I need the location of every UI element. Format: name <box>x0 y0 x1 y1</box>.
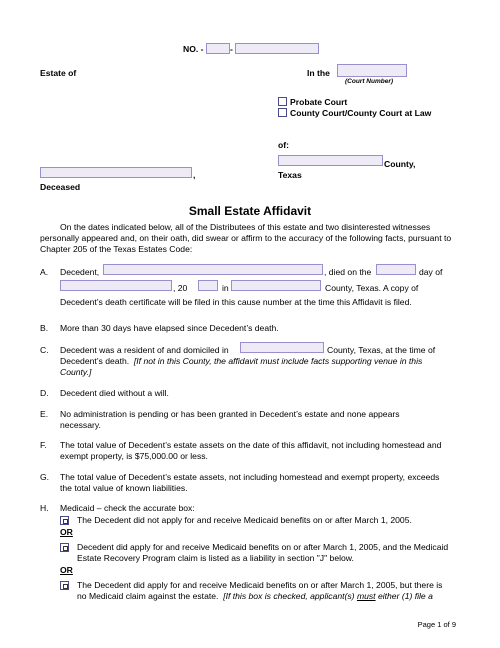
section-a-county-texas-label: County, Texas. A copy of <box>325 283 419 293</box>
cause-number-label: NO. - <box>183 44 204 54</box>
section-a-death-day-field[interactable] <box>376 264 416 275</box>
section-g-line2: the total value of known liabilities. <box>60 483 188 493</box>
medicaid-claim-checkbox[interactable] <box>60 543 69 552</box>
deceased-label: Deceased <box>40 182 81 192</box>
cause-number-separator: - <box>230 44 233 54</box>
or-divider-2: OR <box>60 565 73 575</box>
section-b-text: More than 30 days have elapsed since Decedent’s death. <box>60 323 279 333</box>
medicaid-no-claim-checkbox[interactable] <box>60 581 69 590</box>
county-name-field[interactable] <box>278 155 383 166</box>
medicaid-option-3-line2-italic-b: either (1) file a <box>375 591 433 601</box>
section-h-letter: H. <box>40 503 49 513</box>
medicaid-option-3-line1: The Decedent did apply for and receive Medicaid benefits on or after March 1, 2005, but there is <box>77 580 443 590</box>
section-d-letter: D. <box>40 388 49 398</box>
county-court-checkbox[interactable] <box>278 108 287 117</box>
section-a-day-of-label: day of <box>419 267 443 277</box>
court-number-field[interactable] <box>337 64 407 77</box>
section-f-line1: The total value of Decedent’s estate assets on the date of this affidavit, not including homestead and <box>60 440 442 450</box>
section-c-line2-italic: [If not in this County, the affidavit must include facts supporting venue in this <box>133 356 423 366</box>
document-title: Small Estate Affidavit <box>188 204 312 218</box>
probate-court-checkbox[interactable] <box>278 97 287 106</box>
section-a-in-label: in <box>222 283 229 293</box>
section-f-line2: exempt property, is $75,000.00 or less. <box>60 451 208 461</box>
section-e-line2: necessary. <box>60 420 101 430</box>
section-a-died-on-label: , died on the <box>324 267 372 277</box>
medicaid-option-1: The Decedent did not apply for and receive Medicaid benefits on or after March 1, 2005. <box>77 515 412 525</box>
section-a-decedent-name-field[interactable] <box>103 264 323 275</box>
section-c-domicile-county-field[interactable] <box>240 342 324 353</box>
section-c-letter: C. <box>40 345 49 355</box>
section-b-letter: B. <box>40 323 49 333</box>
intro-paragraph: On the dates indicated below, all of the Distributees of this estate and two disinterested witnesses personally appeared and, on their oath, did swear or affirm to the accuracy of the following facts, pursuant to Chapter 205 of the Texas Estates Code: <box>40 222 452 254</box>
section-a-decedent-label: Decedent, <box>60 267 100 277</box>
decedent-name-field[interactable] <box>40 167 192 178</box>
county-suffix: County, <box>384 159 416 169</box>
section-a-certificate-text: Decedent’s death certificate will be filed in this cause number at the time this Affidavit is filed. <box>60 297 412 307</box>
section-g-line1: The total value of Decedent’s estate assets, not including homestead and exempt property, exceeds <box>60 472 440 482</box>
decedent-name-comma: , <box>193 170 196 180</box>
medicaid-option-2-line2: Estate Recovery Program claim is listed as a liability in section "J" below. <box>77 553 354 563</box>
cause-number-field-1[interactable] <box>206 43 230 54</box>
section-c-text-part1: Decedent was a resident of and domiciled in <box>60 345 229 355</box>
section-f-letter: F. <box>40 440 47 450</box>
section-h-heading: Medicaid – check the accurate box: <box>60 503 195 513</box>
county-court-label: County Court/County Court at Law <box>290 108 432 118</box>
court-number-hint: (Court Number) <box>345 78 394 85</box>
section-a-death-county-field[interactable] <box>231 280 321 291</box>
section-e-line1: No administration is pending or has been granted in Decedent’s estate and none appears <box>60 409 400 419</box>
medicaid-option-3-must: must <box>356 591 376 601</box>
cause-number-field-2[interactable] <box>235 43 319 54</box>
medicaid-option-3-line2 <box>77 591 433 602</box>
section-a-year-prefix: , 20 <box>173 283 188 293</box>
section-e-letter: E. <box>40 409 49 419</box>
medicaid-option-3-line2-italic-a: [If this box is checked, applicant(s) <box>223 591 357 601</box>
section-c-line2 <box>60 356 422 367</box>
section-c-line3-italic: County.] <box>60 367 92 377</box>
section-c-text-part2: County, Texas, at the time of <box>327 345 436 355</box>
of-label: of: <box>278 140 289 150</box>
or-divider-1: OR <box>60 527 73 537</box>
medicaid-no-checkbox[interactable] <box>60 516 69 525</box>
probate-court-label: Probate Court <box>290 97 348 107</box>
estate-of-label: Estate of <box>40 68 77 78</box>
section-d-text: Decedent died without a will. <box>60 388 169 398</box>
section-a-letter: A. <box>40 267 49 277</box>
in-the-label: In the <box>307 68 330 78</box>
page-number: Page 1 of 9 <box>417 620 456 629</box>
section-c-line2-plain: Decedent’s death. <box>60 356 134 366</box>
section-g-letter: G. <box>40 472 50 482</box>
section-a-death-year-field[interactable] <box>198 280 218 291</box>
medicaid-option-3-line2-plain: no Medicaid claim against the estate. <box>77 591 224 601</box>
texas-label: Texas <box>278 170 302 180</box>
section-a-death-month-field[interactable] <box>60 280 172 291</box>
medicaid-option-2-line1: Decedent did apply for and receive Medicaid benefits on or after March 1, 2005, and the Medicaid <box>77 542 449 552</box>
